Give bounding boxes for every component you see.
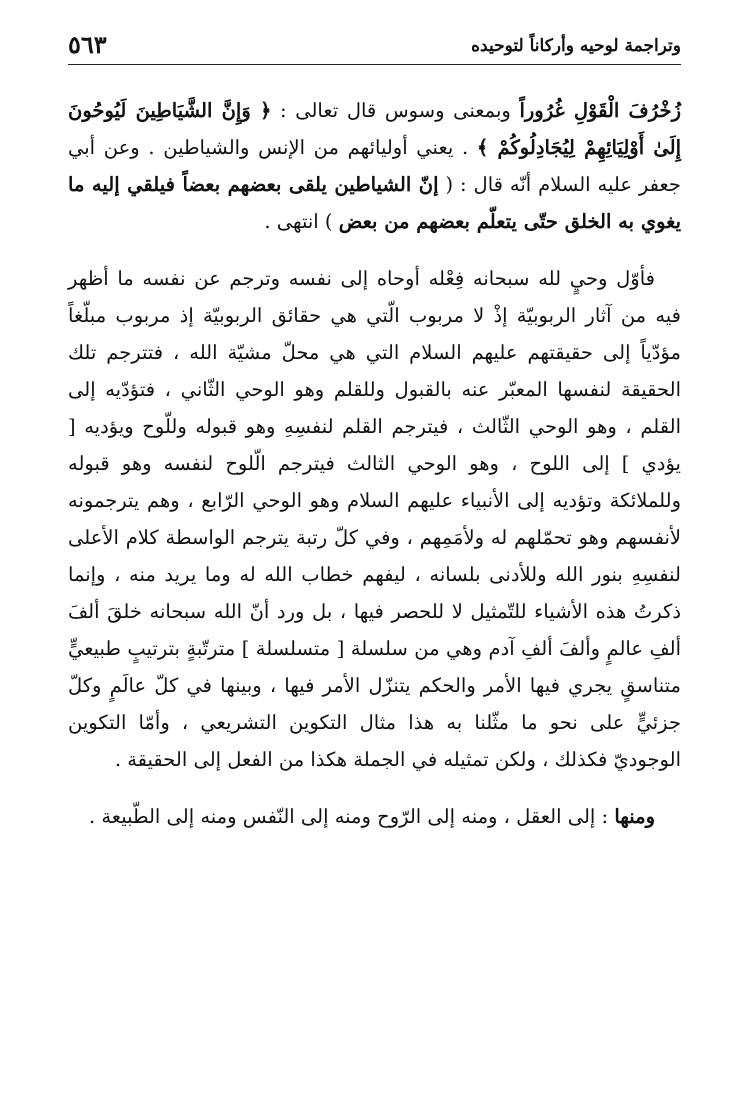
paragraph-1-text-b: . يعني أوليائهم من الإنس والشياطين . وعن أبي جعفر عليه السلام أنّه قال : ( bbox=[68, 136, 681, 196]
quran-fragment: زُخْرُفَ الْقَوْلِ غُرُوراً bbox=[519, 99, 681, 122]
paragraph-3-lead: ومنها bbox=[614, 805, 655, 828]
paragraph-1 bbox=[68, 92, 681, 240]
paragraph-1-text-c: ) انتهى . bbox=[264, 210, 339, 233]
paragraph-1-text-a: وبمعنى وسوس قال تعالى : bbox=[271, 99, 520, 122]
quran-verse: ﴿ وَإِنَّ الشَّيَاطِينَ لَيُوحُونَ إِلَىٰ أَوْلِيَائِهِمْ لِيُجَادِلُوكُمْ ﴾ bbox=[68, 99, 681, 159]
hadith-quote: إنّ الشياطين يلقى بعضهم بعضاً فيلقي إليه ما يغوي به الخلق حتّى يتعلّم بعضهم من بعض bbox=[68, 173, 681, 233]
page-body bbox=[68, 92, 681, 835]
paragraph-3-text: : إلى العقل ، ومنه إلى الرّوح ومنه إلى النّفس ومنه إلى الطّبيعة . bbox=[88, 805, 615, 828]
paragraph-3 bbox=[68, 798, 681, 835]
running-title: وتراجمة لوحيه وأركاناً لتوحيده bbox=[471, 36, 681, 56]
page-header bbox=[68, 30, 681, 65]
page-number: ٥٦٣ bbox=[68, 30, 107, 59]
paragraph-2: فأوّل وحيٍ لله سبحانه فِعْله أوحاه إلى نفسه وترجم عن نفسه ما أظهر فيه من آثار الربوبيّة إذْ لا مربوب الّتي هي حقائق الربوبيّة إذ مربوب مبلّغاً مؤدّياً إلى حقيقتهم عليهم السلام التي هي محلّ مشيّة الله ، فتترجم تلك الحقيقة لنفسها المعبّر عنه بالقبول وللقلم وهو الوحي الثّاني ، فتؤدّيه إلى القلم ، وهو الوحي الثّالث ، فيترجم القلم لنفسِهِ وهو قبوله وللّوح ويؤديه [ يؤدي ] إلى اللوح ، وهو الوحي الثالث فيترجم الّلوح لنفسه وهو قبوله وللملائكة وتؤديه إلى الأنبياء عليهم السلام وهو الوحي الرّابع ، وهم يترجمونه لأنفسهم وهو تحمّلهم له ولأمَمِهم ، وفي كلّ رتبة يترجم الواسطة كلام الأعلى لنفسِهِ بنور الله وللأدنى بلسانه ، ليفهم خطاب الله له وما يريد منه ، وإنما ذكرتُ هذه الأشياء للتّمثيل لا للحصر فيها ، بل ورد أنّ الله سبحانه خلقَ ألفَ ألفِ عالمٍ وألفَ ألفِ آدم وهي من سلسلة [ متسلسلة ] مترتّبةٍ بترتيبٍ طبيعيٍّ متناسقٍ يجري فيها الأمر والحكم يتنزّل الأمر فيها ، وبينها في كلّ عالَمٍ وكلّ جزئيٍّ على نحو ما مثّلنا به هذا مثال التكوين التشريعي ، وأمّا التكوين الوجوديّ فكذلك ، ولكن تمثيله في الجملة هكذا من الفعل إلى الحقيقة . bbox=[68, 267, 681, 771]
